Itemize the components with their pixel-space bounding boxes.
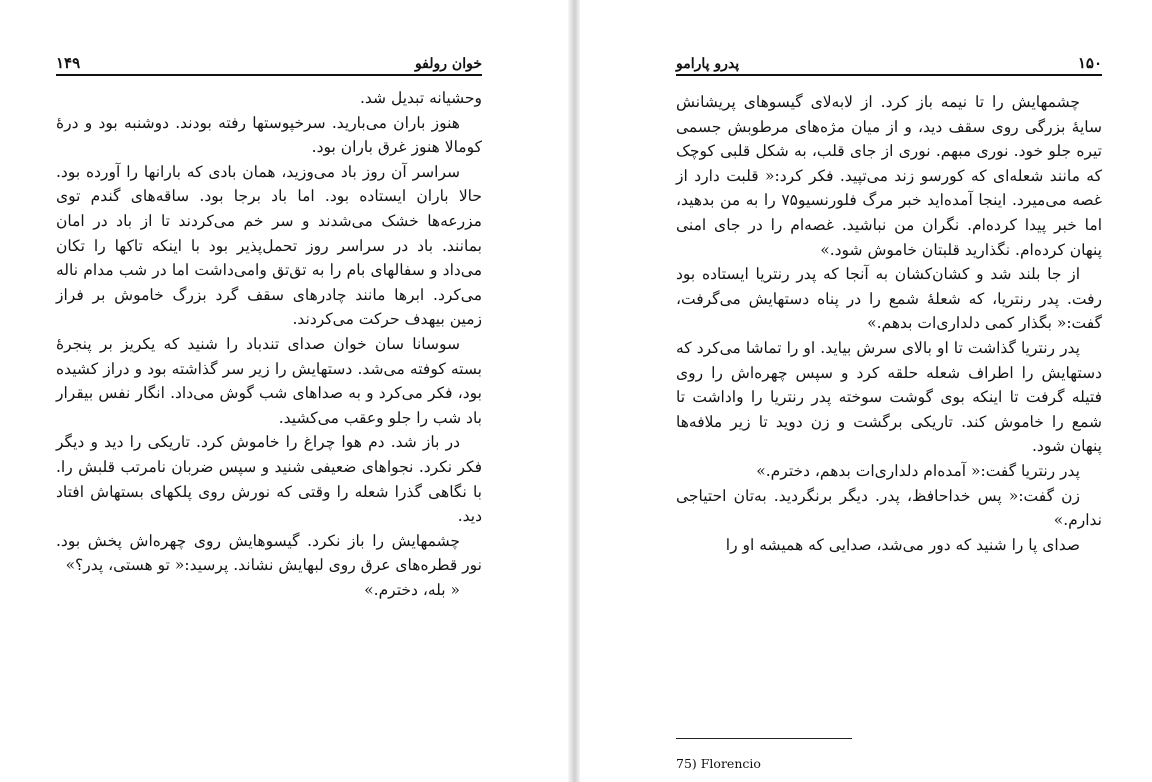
- running-head-title: خوان رولفو: [414, 56, 482, 72]
- page-body-text: [676, 90, 1102, 557]
- paragraph: زن گفت:« پس خداحافظ، پدر. دیگر برنگردید. به‌تان احتیاجی ندارم.»: [676, 486, 1102, 530]
- running-head-title: پدرو پارامو: [676, 56, 740, 72]
- footnote-rule: [676, 738, 852, 739]
- paragraph: وحشیانه تبدیل شد.: [359, 89, 482, 107]
- paragraph: پدر رنتریا گذاشت تا او بالای سرش بیاید. او را تماشا می‌کرد که دستهایش را اطراف شعله حلقه کرد و سپس چهره‌اش را روی فتیله گرفت تا اینکه بوی گوشت سوخته پدر رنتریا را واداشت تا شمع را خاموش کند. تاریکی برگشت و زن دوید تا زیر ملافه‌ها پنهان شود.: [676, 338, 1102, 456]
- paragraph: چشمهایش را باز نکرد. گیسوهایش روی چهره‌اش پخش بود. نور قطره‌های عرق روی لبهایش نشاند. پرسید:« تو هستی، پدر؟»: [56, 531, 482, 575]
- paragraph: « بله، دخترم.»: [364, 580, 460, 599]
- right-page: [580, 0, 1152, 782]
- paragraph: سراسر آن روز باد می‌وزید، همان بادی که بارانها را آورده بود. حالا باران ایستاده بود. اما باد برجا بود. ساقه‌های گندم توی مزرعه‌ها خشک می‌شدند و سر خم می‌کردند تا از باد در امان بمانند. باد در سراسر روز تحمل‌پذیر بود با اینکه تاکها را تکان می‌داد و سفالهای بام را به تق‌تق وامی‌داشت اما در شب مدام ناله می‌کرد. ابرها مانند چادرهای سقف گرد بزرگ خاموش بر فراز زمین بیهدف حرکت می‌کردند.: [56, 162, 482, 329]
- paragraph: پدر رنتریا گفت:« آمده‌ام دلداری‌ات بدهم، دخترم.»: [756, 461, 1080, 480]
- paragraph: در باز شد. دم هوا چراغ را خاموش کرد. تاریکی را دید و دیگر فکر نکرد. نجواهای ضعیفی شنید و سپس ضربان نامرتب قلبش را. با نگاهی گذرا شعله را وقتی که نورش روی پلکهای بستهاش افتاد دید.: [56, 433, 482, 526]
- page-header: [676, 50, 1102, 76]
- page-header: [56, 50, 482, 76]
- page-number: ۱۵۰: [1077, 54, 1102, 72]
- paragraph: سوسانا سان خوان صدای تندباد را شنید که یکریز بر پنجرهٔ بسته کوفته می‌شد. دستهایش را زیر سر گذاشته بود و دراز کشیده بود، فکر می‌کرد و به صداهای شب گوش می‌داد. انگار نفس بیقرار باد شب را جلو وعقب می‌کشید.: [56, 334, 482, 427]
- paragraph: از جا بلند شد و کشان‌کشان به آنجا که پدر رنتریا ایستاده بود رفت. پدر رنتریا، که شعلهٔ شمع را در پناه دستهایش می‌گرفت، گفت:« بگذار کمی دلداری‌ات بدهم.»: [676, 265, 1102, 333]
- left-page: [0, 0, 568, 782]
- page-number: ۱۴۹: [56, 54, 81, 72]
- paragraph: چشمهایش را تا نیمه باز کرد. از لابه‌لای گیسوهای پریشانش سایهٔ بزرگی روی سقف دید، و از میان مژه‌های مرطوبش جسمی تیره جلو خود. نوری مبهم. نوری از جای قلب، به شکل قلبی کوچک که مانند شعله‌ای که کورسو زند می‌تپید. فکر کرد:« قلبت دارد از غصه می‌میرد. اینجا آمده‌اید خبر مرگ فلورنسیو۷۵ را به من بدهید، اما خبر پیدا کرده‌ام. نگران من نباشید. غصه‌ام را در جای امنی پنهان کرده‌ام. نگذارید قلبتان خاموش شود.»: [676, 93, 1102, 259]
- footnote: 75) Florencio: [676, 756, 761, 771]
- book-gutter: [568, 0, 580, 782]
- page-body-text: [56, 86, 482, 602]
- paragraph: صدای پا را شنید که دور می‌شد، صدایی که همیشه او را: [725, 535, 1080, 554]
- paragraph: هنوز باران می‌بارید. سرخپوستها رفته بودند. دوشنبه بود و درهٔ کومالا هنوز غرق باران بود.: [56, 113, 482, 157]
